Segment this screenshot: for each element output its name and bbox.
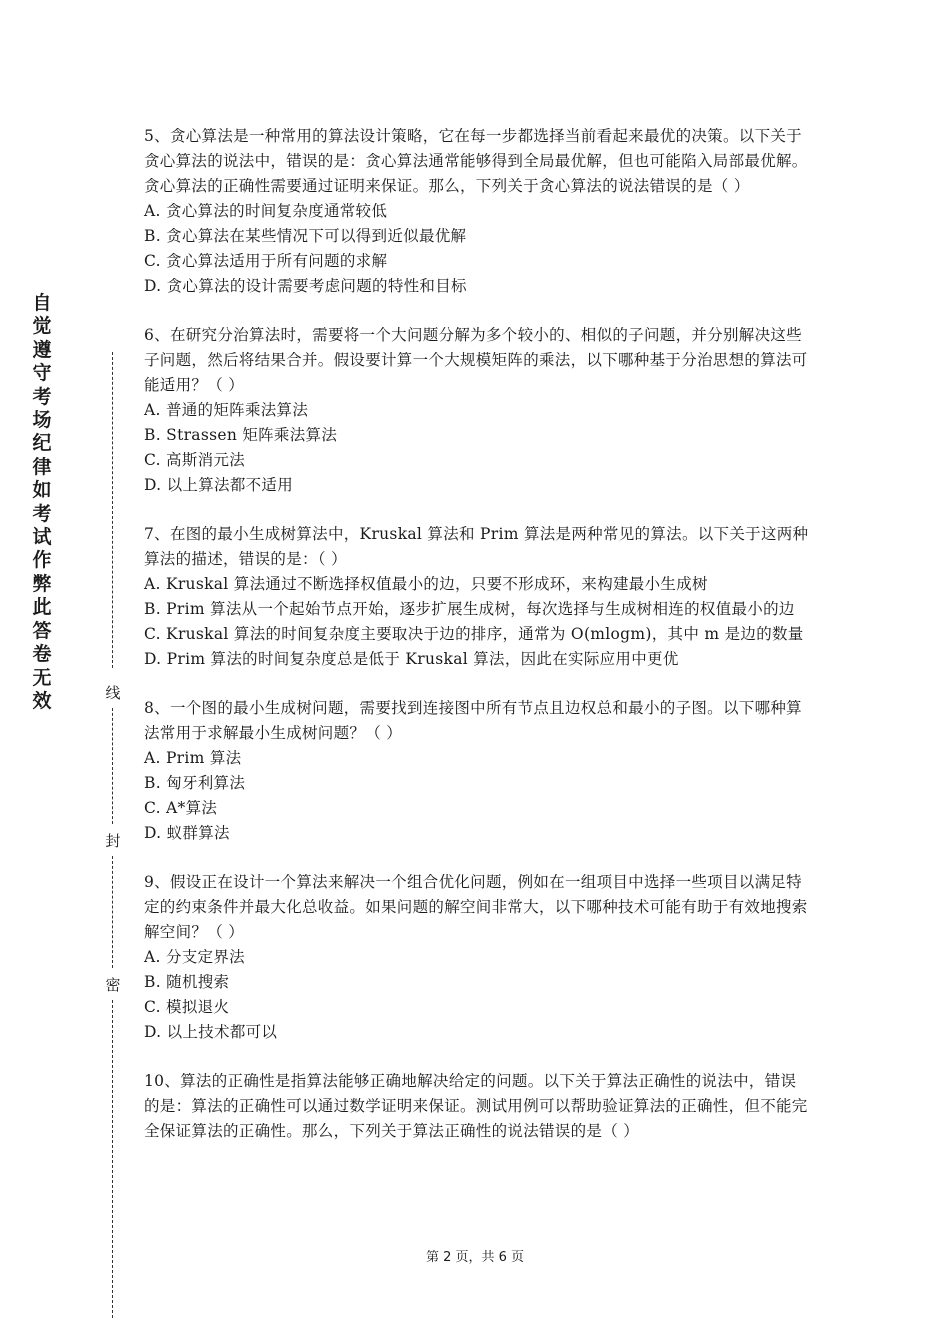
option-d: D. 贪心算法的设计需要考虑问题的特性和目标 bbox=[144, 277, 467, 295]
question-10 bbox=[144, 1069, 812, 1144]
question-5 bbox=[144, 124, 812, 299]
seal-dashed-line bbox=[112, 708, 113, 824]
question-9 bbox=[144, 870, 812, 1045]
question-stem: 6、在研究分治算法时，需要将一个大问题分解为多个较小的、相似的子问题，并分别解决这些子问题，然后将结果合并。假设要计算一个大规模矩阵的乘法，以下哪种基于分治思想的算法可能适用？（ ） bbox=[144, 326, 808, 394]
option-b: B. 随机搜索 bbox=[144, 973, 230, 991]
option-c: C. 模拟退火 bbox=[144, 998, 230, 1016]
option-c: C. 高斯消元法 bbox=[144, 451, 246, 469]
option-a: A. 分支定界法 bbox=[144, 948, 245, 966]
page-number-footer: 第 2 页，共 6 页 bbox=[425, 1250, 525, 1265]
option-d: D. 以上技术都可以 bbox=[144, 1023, 278, 1041]
seal-dashed-line bbox=[112, 352, 113, 668]
question-stem: 10、算法的正确性是指算法能够正确地解决给定的问题。以下关于算法正确性的说法中，错误的是：算法的正确性可以通过数学证明来保证。测试用例可以帮助验证算法的正确性，但不能完全保证算法的正确性。那么，下列关于算法正确性的说法错误的是（ ） bbox=[144, 1072, 808, 1140]
option-c: C. 贪心算法适用于所有问题的求解 bbox=[144, 252, 388, 270]
seal-label-feng: 封 bbox=[105, 832, 121, 850]
seal-dashed-line bbox=[112, 1000, 113, 1318]
option-b: B. 贪心算法在某些情况下可以得到近似最优解 bbox=[144, 227, 467, 245]
question-list bbox=[144, 124, 812, 1168]
question-7 bbox=[144, 522, 812, 672]
option-c: C. Kruskal 算法的时间复杂度主要取决于边的排序，通常为 O(mlogm)，其中 m 是边的数量 bbox=[144, 625, 804, 643]
seal-label-mi: 密 bbox=[105, 976, 121, 994]
option-d: D. 蚁群算法 bbox=[144, 824, 230, 842]
option-a: A. Prim 算法 bbox=[144, 749, 242, 767]
option-b: B. Strassen 矩阵乘法算法 bbox=[144, 426, 338, 444]
option-b: B. 匈牙利算法 bbox=[144, 774, 246, 792]
question-stem: 7、在图的最小生成树算法中，Kruskal 算法和 Prim 算法是两种常见的算法。以下关于这两种算法的描述，错误的是：（ ） bbox=[144, 525, 809, 568]
option-b: B. Prim 算法从一个起始节点开始，逐步扩展生成树，每次选择与生成树相连的权值最小的边 bbox=[144, 600, 795, 618]
option-a: A. 贪心算法的时间复杂度通常较低 bbox=[144, 202, 388, 220]
seal-dashed-line bbox=[112, 856, 113, 968]
option-c: C. A*算法 bbox=[144, 799, 218, 817]
option-d: D. Prim 算法的时间复杂度总是低于 Kruskal 算法，因此在实际应用中更优 bbox=[144, 650, 679, 668]
seal-label-xian: 线 bbox=[105, 684, 121, 702]
option-a: A. Kruskal 算法通过不断选择权值最小的边，只要不形成环，来构建最小生成树 bbox=[144, 575, 708, 593]
question-8 bbox=[144, 696, 812, 846]
exam-discipline-notice: 自 觉 遵 守 考 场 纪 律 如 考 试 作 弊 此 答 卷 无 效 bbox=[32, 292, 52, 712]
question-6 bbox=[144, 323, 812, 498]
option-d: D. 以上算法都不适用 bbox=[144, 476, 294, 494]
question-stem: 8、一个图的最小生成树问题，需要找到连接图中所有节点且边权总和最小的子图。以下哪种算法常用于求解最小生成树问题？（ ） bbox=[144, 699, 802, 742]
option-a: A. 普通的矩阵乘法算法 bbox=[144, 401, 309, 419]
question-stem: 9、假设正在设计一个算法来解决一个组合优化问题，例如在一组项目中选择一些项目以满足特定的约束条件并最大化总收益。如果问题的解空间非常大，以下哪种技术可能有助于有效地搜索解空间？（ ） bbox=[144, 873, 808, 941]
question-stem: 5、贪心算法是一种常用的算法设计策略，它在每一步都选择当前看起来最优的决策。以下关于贪心算法的说法中，错误的是：贪心算法通常能够得到全局最优解，但也可能陷入局部最优解。贪心算法的正确性需要通过证明来保证。那么，下列关于贪心算法的说法错误的是（ ） bbox=[144, 127, 808, 195]
